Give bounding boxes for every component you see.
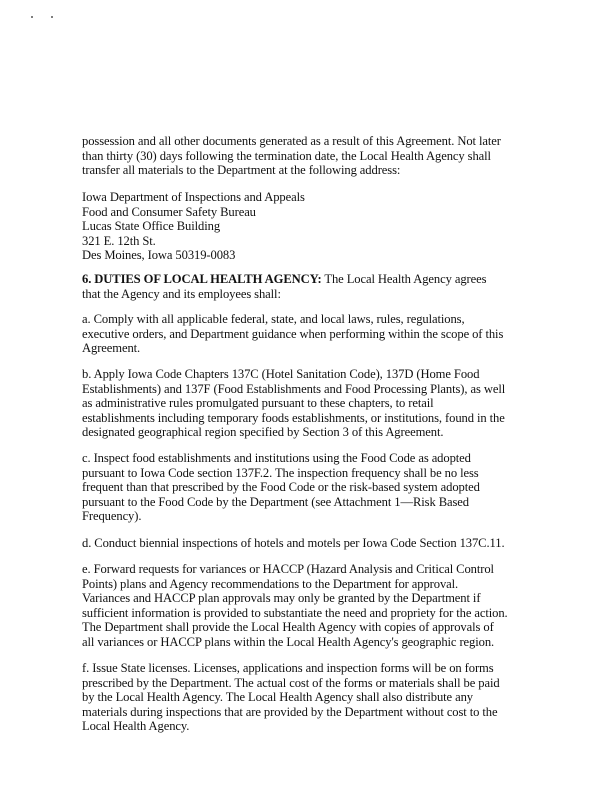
- address-line: [82, 205, 256, 220]
- line-text: Variances and HACCP plan approvals may only be granted by the Department if: [82, 591, 481, 605]
- line-text: Lucas State Office Building: [82, 219, 221, 233]
- line-text: pursuant to the Food Code by the Department (see Attachment 1—Risk Based: [82, 494, 469, 509]
- line-text: designated geographical region specified by Section 3 of this Agreement.: [82, 425, 444, 439]
- line-text: 321 E. 12th St.: [82, 233, 156, 248]
- address-line: [82, 190, 305, 205]
- line-text: Points) plans and Agency recommendations to the Department for approval.: [82, 576, 459, 591]
- address-line: [82, 248, 235, 263]
- line-text: The Local Health Agency agrees: [321, 272, 487, 286]
- section-6-line: [82, 272, 486, 287]
- line-text: a. Comply with all applicable federal, state, and local laws, rules, regulations,: [82, 312, 465, 326]
- item-a-line: [82, 327, 503, 342]
- scan-mark: [31, 16, 33, 18]
- item-b-line: [82, 382, 505, 397]
- item-e-line: [82, 635, 494, 650]
- section-6-line: [82, 287, 281, 302]
- intro-line: [82, 134, 501, 149]
- line-text: prescribed by the Department. The actual cost of the forms or materials shall be paid: [82, 675, 500, 690]
- item-f-line: [82, 705, 497, 720]
- item-e-line: [82, 577, 458, 592]
- item-d-line: [82, 536, 505, 551]
- line-text: sufficient information is provided to substantiate the need and propriety for the action.: [82, 605, 508, 620]
- address-line: [82, 219, 220, 234]
- item-f-line: [82, 719, 189, 734]
- line-text: e. Forward requests for variances or HACCP (Hazard Analysis and Critical Control: [82, 562, 494, 576]
- item-b-line: [82, 425, 443, 440]
- item-e-line: [82, 606, 508, 621]
- item-a-line: [82, 341, 140, 356]
- line-text: transfer all materials to the Department at the following address:: [82, 163, 401, 177]
- item-b-line: [82, 411, 505, 426]
- line-text: Food and Consumer Safety Bureau: [82, 204, 256, 219]
- line-text: f. Issue State licenses. Licenses, applications and inspection forms will be on forms: [82, 661, 494, 675]
- line-text: possession and all other documents generated as a result of this Agreement. Not later: [82, 134, 501, 148]
- line-text: Des Moines, Iowa 50319-0083: [82, 248, 236, 262]
- line-text: c. Inspect food establishments and institutions using the Food Code as adopted: [82, 451, 471, 465]
- line-text: Agreement.: [82, 341, 141, 355]
- item-e-line: [82, 562, 494, 577]
- line-text: frequent than that prescribed by the Food Code or the risk-based system adopted: [82, 480, 480, 494]
- line-text: that the Agency and its employees shall:: [82, 286, 281, 301]
- intro-line: [82, 149, 491, 164]
- item-f-line: [82, 661, 494, 676]
- line-text: b. Apply Iowa Code Chapters 137C (Hotel Sanitation Code), 137D (Home Food: [82, 367, 480, 381]
- line-text: pursuant to Iowa Code section 137F.2. The inspection frequency shall be no less: [82, 465, 479, 480]
- line-text: Iowa Department of Inspections and Appeals: [82, 190, 305, 204]
- item-c-line: [82, 451, 471, 466]
- line-text: executive orders, and Department guidance when performing within the scope of this: [82, 326, 504, 341]
- item-c-line: [82, 480, 480, 495]
- line-text: by the Local Health Agency. The Local Health Agency shall also distribute any: [82, 690, 473, 704]
- section-heading: 6. DUTIES OF LOCAL HEALTH AGENCY:: [82, 272, 322, 286]
- item-f-line: [82, 690, 473, 705]
- line-text: d. Conduct biennial inspections of hotels and motels per Iowa Code Section 137C.11.: [82, 536, 505, 550]
- line-text: Local Health Agency.: [82, 719, 190, 733]
- line-text: as administrative rules promulgated pursuant to these chapters, to retail: [82, 396, 434, 410]
- line-text: establishments including temporary foods establishments, or institutions, found in the: [82, 410, 505, 425]
- line-text: Establishments) and 137F (Food Establishments and Food Processing Plants), as well: [82, 381, 506, 396]
- item-c-line: [82, 509, 141, 524]
- scan-mark: [51, 16, 53, 18]
- item-e-line: [82, 620, 494, 635]
- line-text: The Department shall provide the Local Health Agency with copies of approvals of: [82, 620, 494, 634]
- address-line: [82, 234, 156, 249]
- item-c-line: [82, 495, 469, 510]
- item-b-line: [82, 367, 479, 382]
- line-text: all variances or HACCP plans within the Local Health Agency's geographic region.: [82, 634, 495, 649]
- line-text: Frequency).: [82, 509, 142, 523]
- item-f-line: [82, 676, 500, 691]
- item-c-line: [82, 466, 479, 481]
- item-a-line: [82, 312, 465, 327]
- line-text: materials during inspections that are provided by the Department without cost to the: [82, 704, 498, 719]
- intro-line: [82, 163, 400, 178]
- line-text: than thirty (30) days following the termination date, the Local Health Agency shall: [82, 148, 491, 163]
- item-b-line: [82, 396, 434, 411]
- item-e-line: [82, 591, 480, 606]
